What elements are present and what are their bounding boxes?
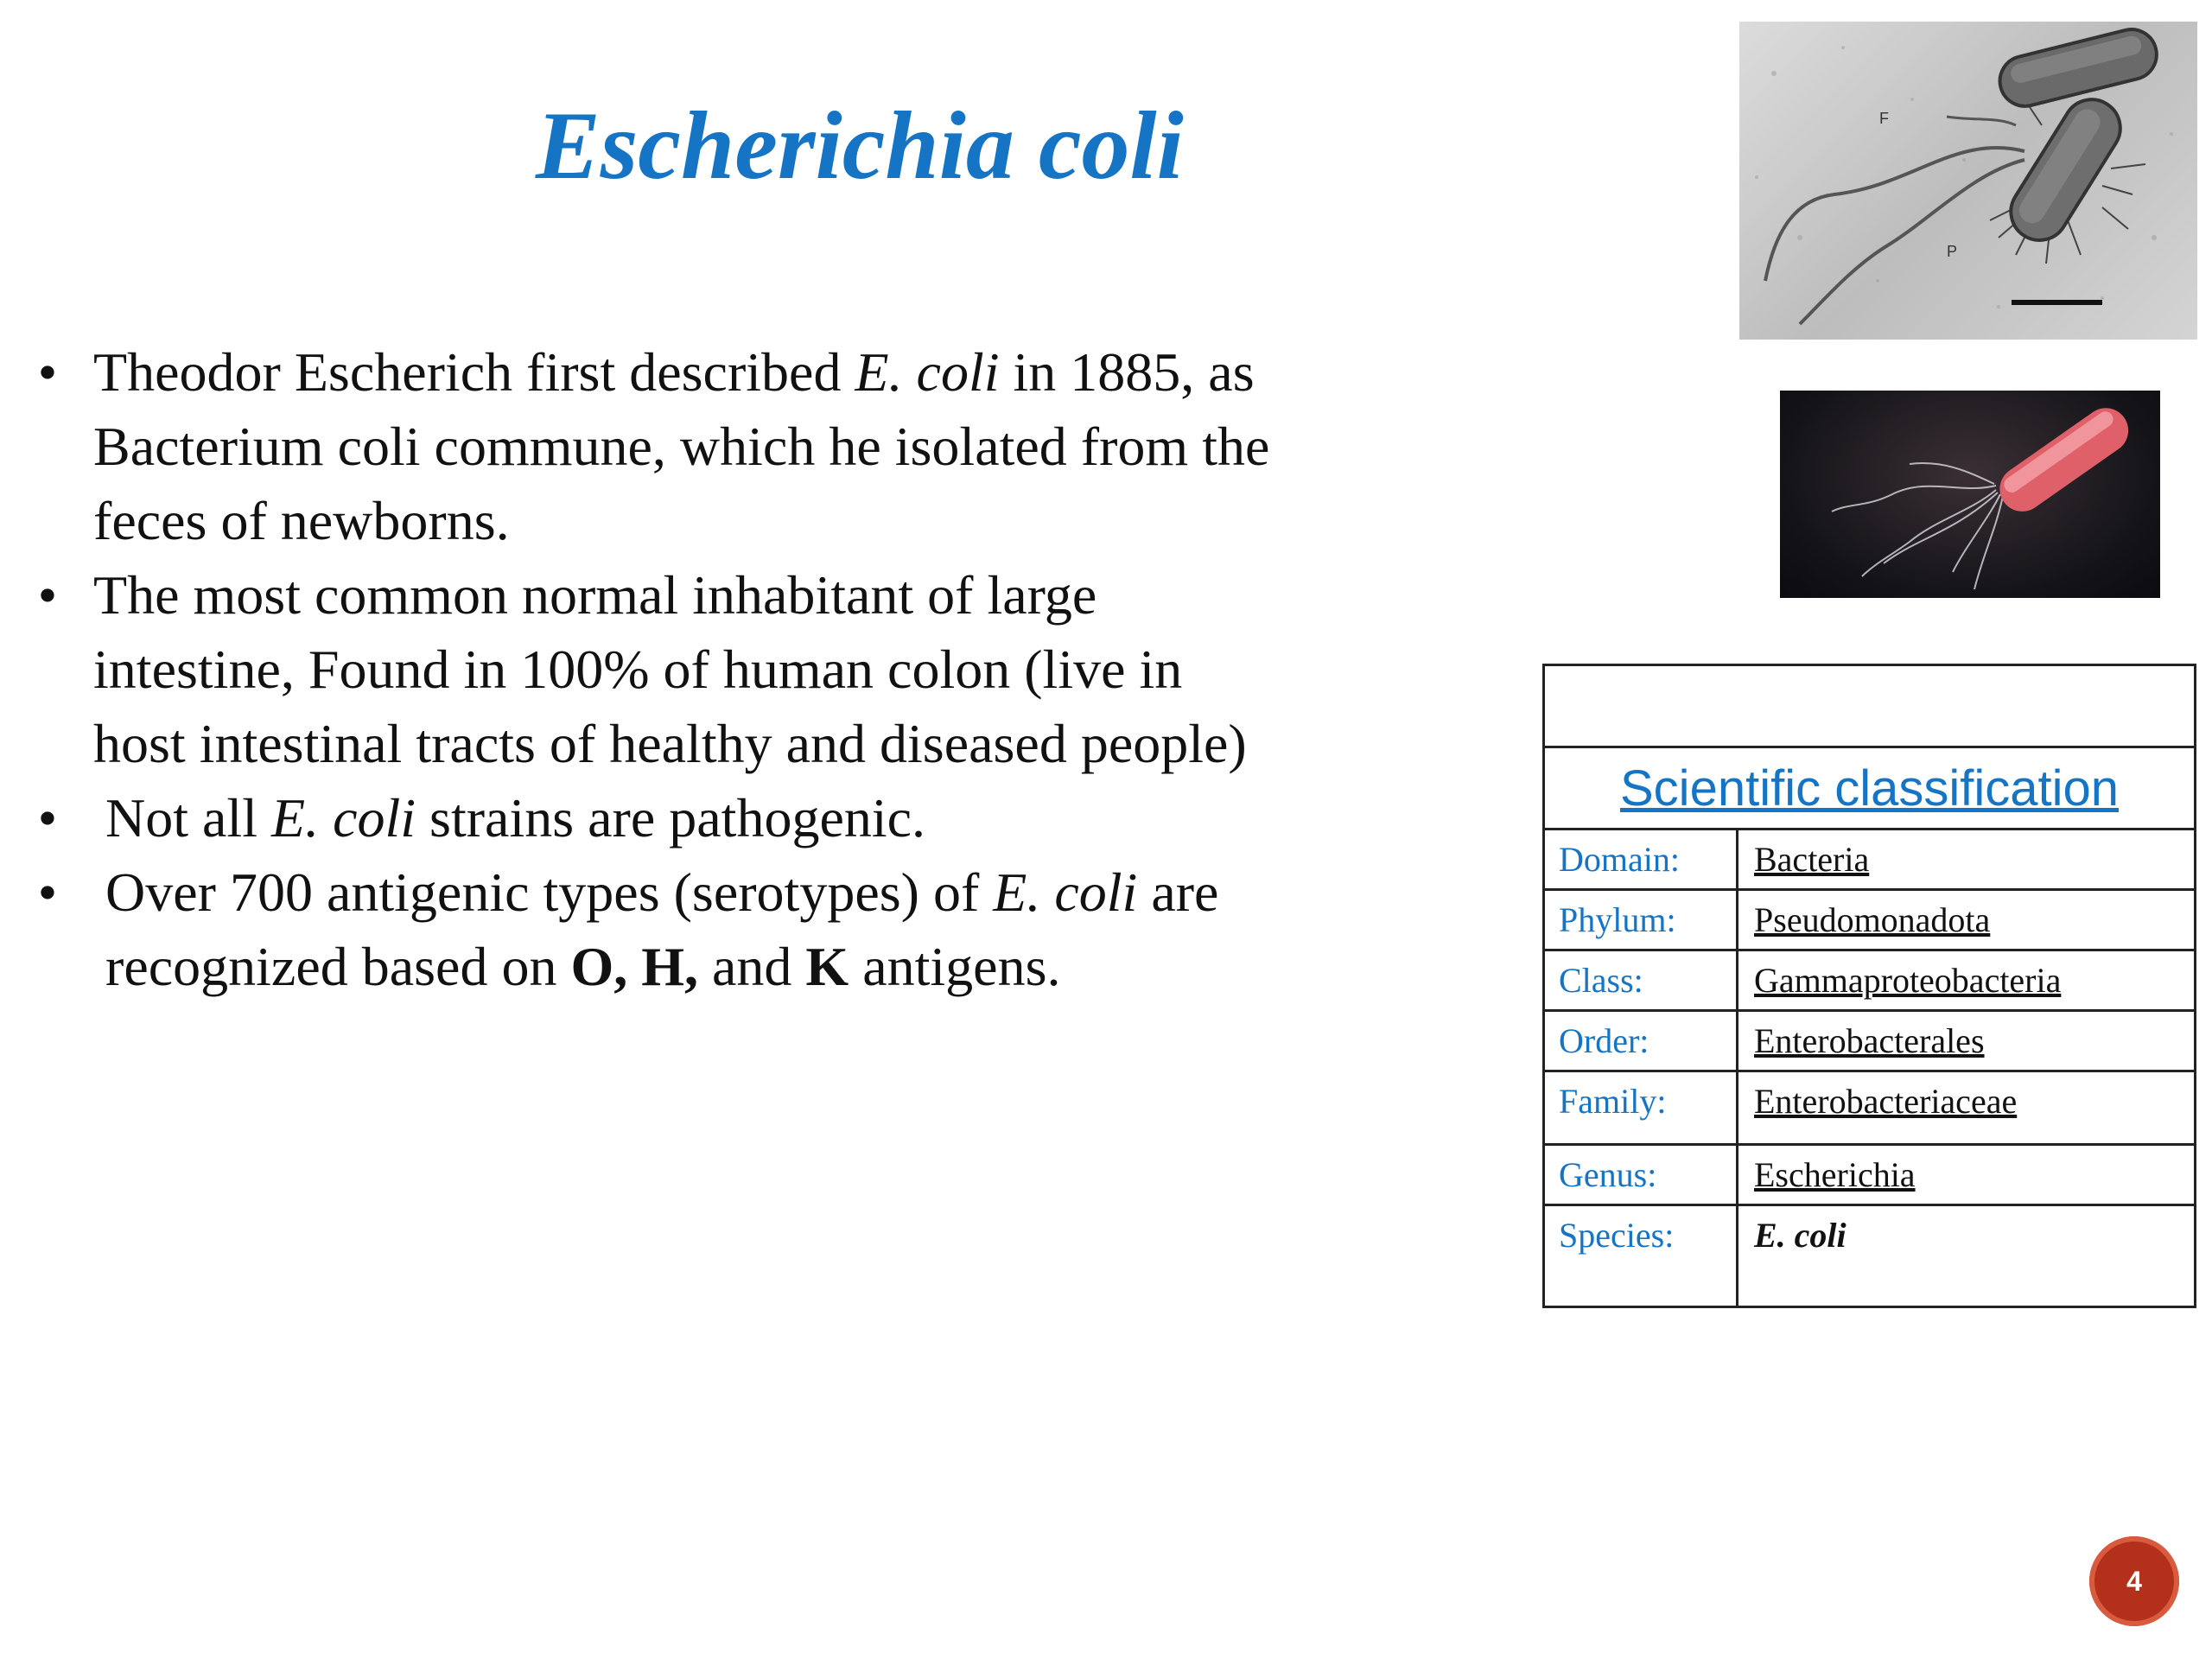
row-key: Phylum: [1545,891,1738,949]
micrograph-label: P [1947,243,1958,260]
row-value-link[interactable]: Bacteria [1754,840,1870,879]
bullet-item [17,855,1287,1004]
row-value: E. coli [1754,1216,1847,1255]
bullet-text-italic: E. coli [855,341,1000,403]
row-key: Family: [1545,1072,1738,1143]
bullet-text: and [698,936,806,997]
table-row [1545,951,2194,1012]
bullet-text: are recognized based on [105,861,1219,997]
bullet-item [17,558,1287,781]
bullet-marker: • [37,861,58,923]
bullet-text: Over 700 antigenic types (serotypes) of [105,861,994,923]
bullet-item [17,781,1287,855]
table-row [1545,1146,2194,1206]
table-row [1545,1012,2194,1072]
row-value-link[interactable]: Escherichia [1754,1155,1916,1194]
bullet-text: strains are pathogenic. [416,787,926,849]
row-key: Order: [1545,1012,1738,1070]
row-key: Class: [1545,951,1738,1009]
classification-table [1542,664,2196,1308]
bullet-text-italic: E. coli [993,861,1138,923]
micrograph-drawing [1739,22,2197,340]
row-value-link[interactable]: Gammaproteobacteria [1754,961,2062,1000]
bullet-marker: • [37,564,58,626]
bullet-list [17,335,1287,1004]
bullet-text: Theodor Escherich first described [93,341,855,403]
row-key: Domain: [1545,830,1738,888]
bacterium-render-image [1780,391,2160,598]
classification-table-top [1545,666,2194,748]
bullet-item [17,335,1287,558]
micrograph-image [1739,22,2197,340]
row-value-link[interactable]: Enterobacteriaceae [1754,1082,2018,1121]
bacterium-render-drawing [1780,391,2160,598]
row-key: Genus: [1545,1146,1738,1204]
table-row [1545,1206,2194,1306]
bullet-text-italic: E. coli [270,787,416,849]
slide-title: Escherichia coli [536,92,1184,200]
bullet-marker: • [37,341,58,403]
bullet-text: Not all [105,787,271,849]
micrograph-label: F [1879,110,1889,127]
bullet-text: antigens. [849,936,1061,997]
table-row [1545,830,2194,891]
row-value-link[interactable]: Pseudomonadota [1754,900,1991,939]
bullet-text-bold: K [805,936,849,997]
table-row [1545,891,2194,951]
row-value-link[interactable]: Enterobacterales [1754,1021,1985,1060]
classification-heading-link[interactable]: Scientific classification [1545,748,2194,830]
bullet-text: in 1885, as Bacterium coli commune, which he isolated from the feces of newborns. [93,341,1270,551]
bullet-text: The most common normal inhabitant of large intestine, Found in 100% of human colon (live in host intestinal tracts of healthy and diseased people) [93,564,1247,774]
page-number-badge: 4 [2089,1536,2179,1626]
row-key: Species: [1545,1206,1738,1306]
bullet-marker: • [37,787,58,849]
table-row [1545,1072,2194,1146]
bullet-text-bold: O, H, [570,936,698,997]
